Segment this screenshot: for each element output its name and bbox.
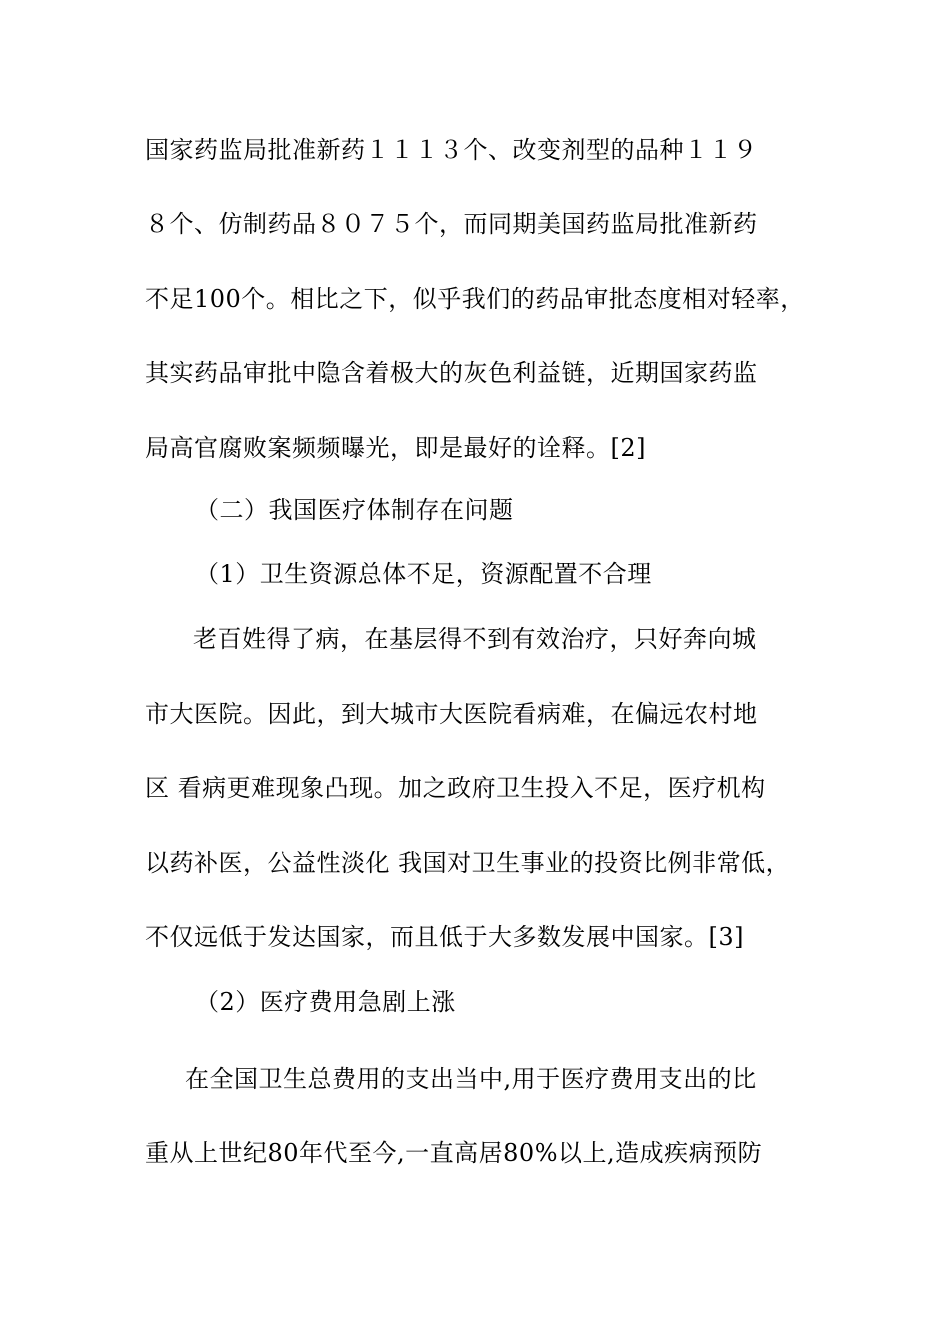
text-line: 在全国卫生总费用的支出当中,用于医疗费用支出的比 bbox=[185, 1065, 757, 1093]
section-heading: （二）我国医疗体制存在问题 bbox=[195, 496, 514, 524]
text-line: 区 看病更难现象凸现。加之政府卫生投入不足，医疗机构 bbox=[145, 774, 766, 802]
text-line: ８个、仿制药品８０７５个，而同期美国药监局批准新药 bbox=[145, 210, 758, 238]
text-line: 其实药品审批中隐含着极大的灰色利益链，近期国家药监 bbox=[145, 359, 758, 387]
text-line: 局高官腐败案频频曝光，即是最好的诠释。[2] bbox=[145, 434, 646, 462]
text-line: 老百姓得了病，在基层得不到有效治疗，只好奔向城 bbox=[193, 625, 757, 653]
text-line: 重从上世纪80年代至今,一直高居80%以上,造成疾病预防 bbox=[145, 1139, 763, 1167]
text-line: 不仅远低于发达国家，而且低于大多数发展中国家。[3] bbox=[145, 923, 744, 951]
subsection-heading: （2）医疗费用急剧上涨 bbox=[195, 988, 456, 1016]
text-line: 以药补医，公益性淡化 我国对卫生事业的投资比例非常低， bbox=[145, 849, 791, 877]
subsection-heading: （1）卫生资源总体不足，资源配置不合理 bbox=[195, 560, 652, 588]
text-line: 不足100个。相比之下，似乎我们的药品审批态度相对轻率， bbox=[145, 285, 805, 313]
text-line: 国家药监局批准新药１１１３个、改变剂型的品种１１９ bbox=[145, 136, 758, 164]
text-line: 市大医院。因此，到大城市大医院看病难，在偏远农村地 bbox=[145, 700, 758, 728]
